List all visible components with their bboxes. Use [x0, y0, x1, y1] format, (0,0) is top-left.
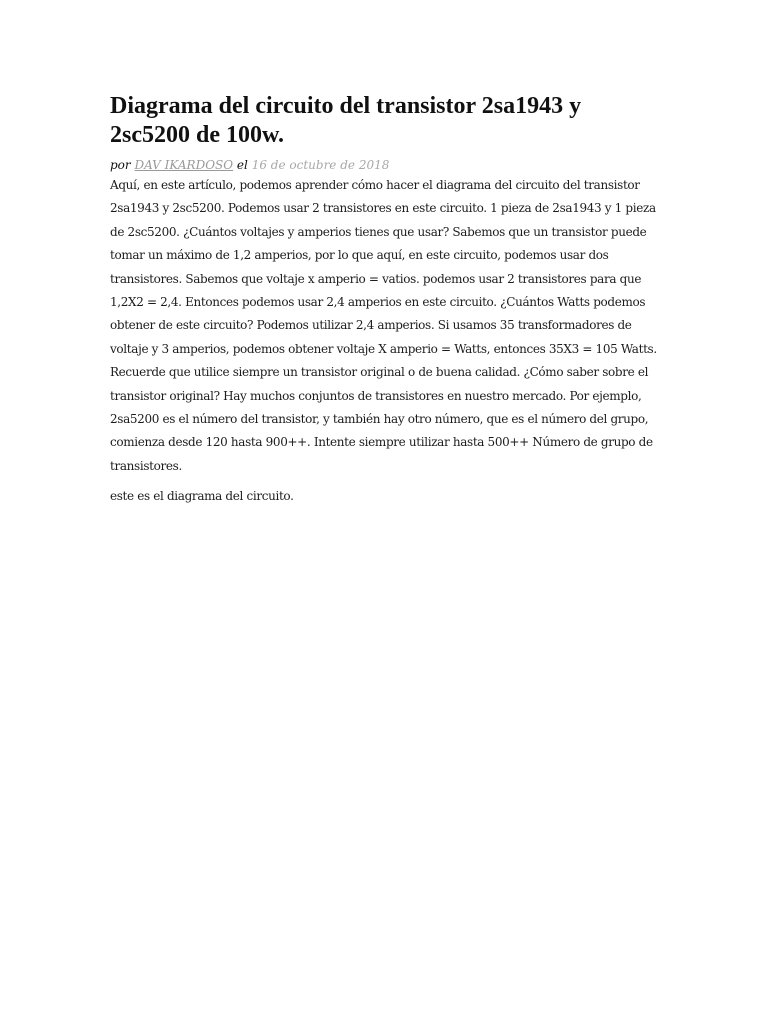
byline-prefix: por: [110, 158, 131, 172]
article-body: Aquí, en este artículo, podemos aprender cómo hacer el diagrama del circuito del transistor 2sa1943 y 2sc5200. Podemos usar 2 transistores en este circuito. 1 pieza de 2sa1943 y 1 pieza de 2sc5200. ¿Cuántos voltajes y amperios tienes que usar? Sabemos que un transistor puede tomar un máximo de 1,2 amperios, por lo que aquí, en este circuito, podemos usar dos transistores. Sabemos que voltaje x amperio = vatios. podemos usar 2 transistores para que 1,2X2 = 2,4. Entonces podemos usar 2,4 amperios en este circuito. ¿Cuántos Watts podemos obtener de este circuito? Podemos utilizar 2,4 amperios. Si usamos 35 transformadores de voltaje y 3 amperios, podemos obtener voltaje X amperio = Watts, entonces 35X3 = 105 Watts. Recuerde que utilice siempre un transistor original o de buena calidad. ¿Cómo saber sobre el transistor original? Hay muchos conjuntos de transistores en nuestro mercado. Por ejemplo, 2sa5200 es el número del transistor, y también hay otro número, que es el número del grupo, comienza desde 120 hasta 900++. Intente siempre utilizar hasta 500++ Número de grupo de transistores.: [110, 178, 657, 473]
publish-date: 16 de octubre de 2018: [251, 158, 390, 172]
diagram-caption: este es el diagrama del circuito.: [110, 489, 294, 504]
article: [110, 92, 658, 509]
article-title: Diagrama del circuito del transistor 2sa1943 y 2sc5200 de 100w.: [110, 93, 582, 148]
byline: [110, 156, 658, 174]
author-link[interactable]: DAV IKARDOSO: [134, 158, 234, 172]
byline-connector: el: [236, 158, 248, 172]
